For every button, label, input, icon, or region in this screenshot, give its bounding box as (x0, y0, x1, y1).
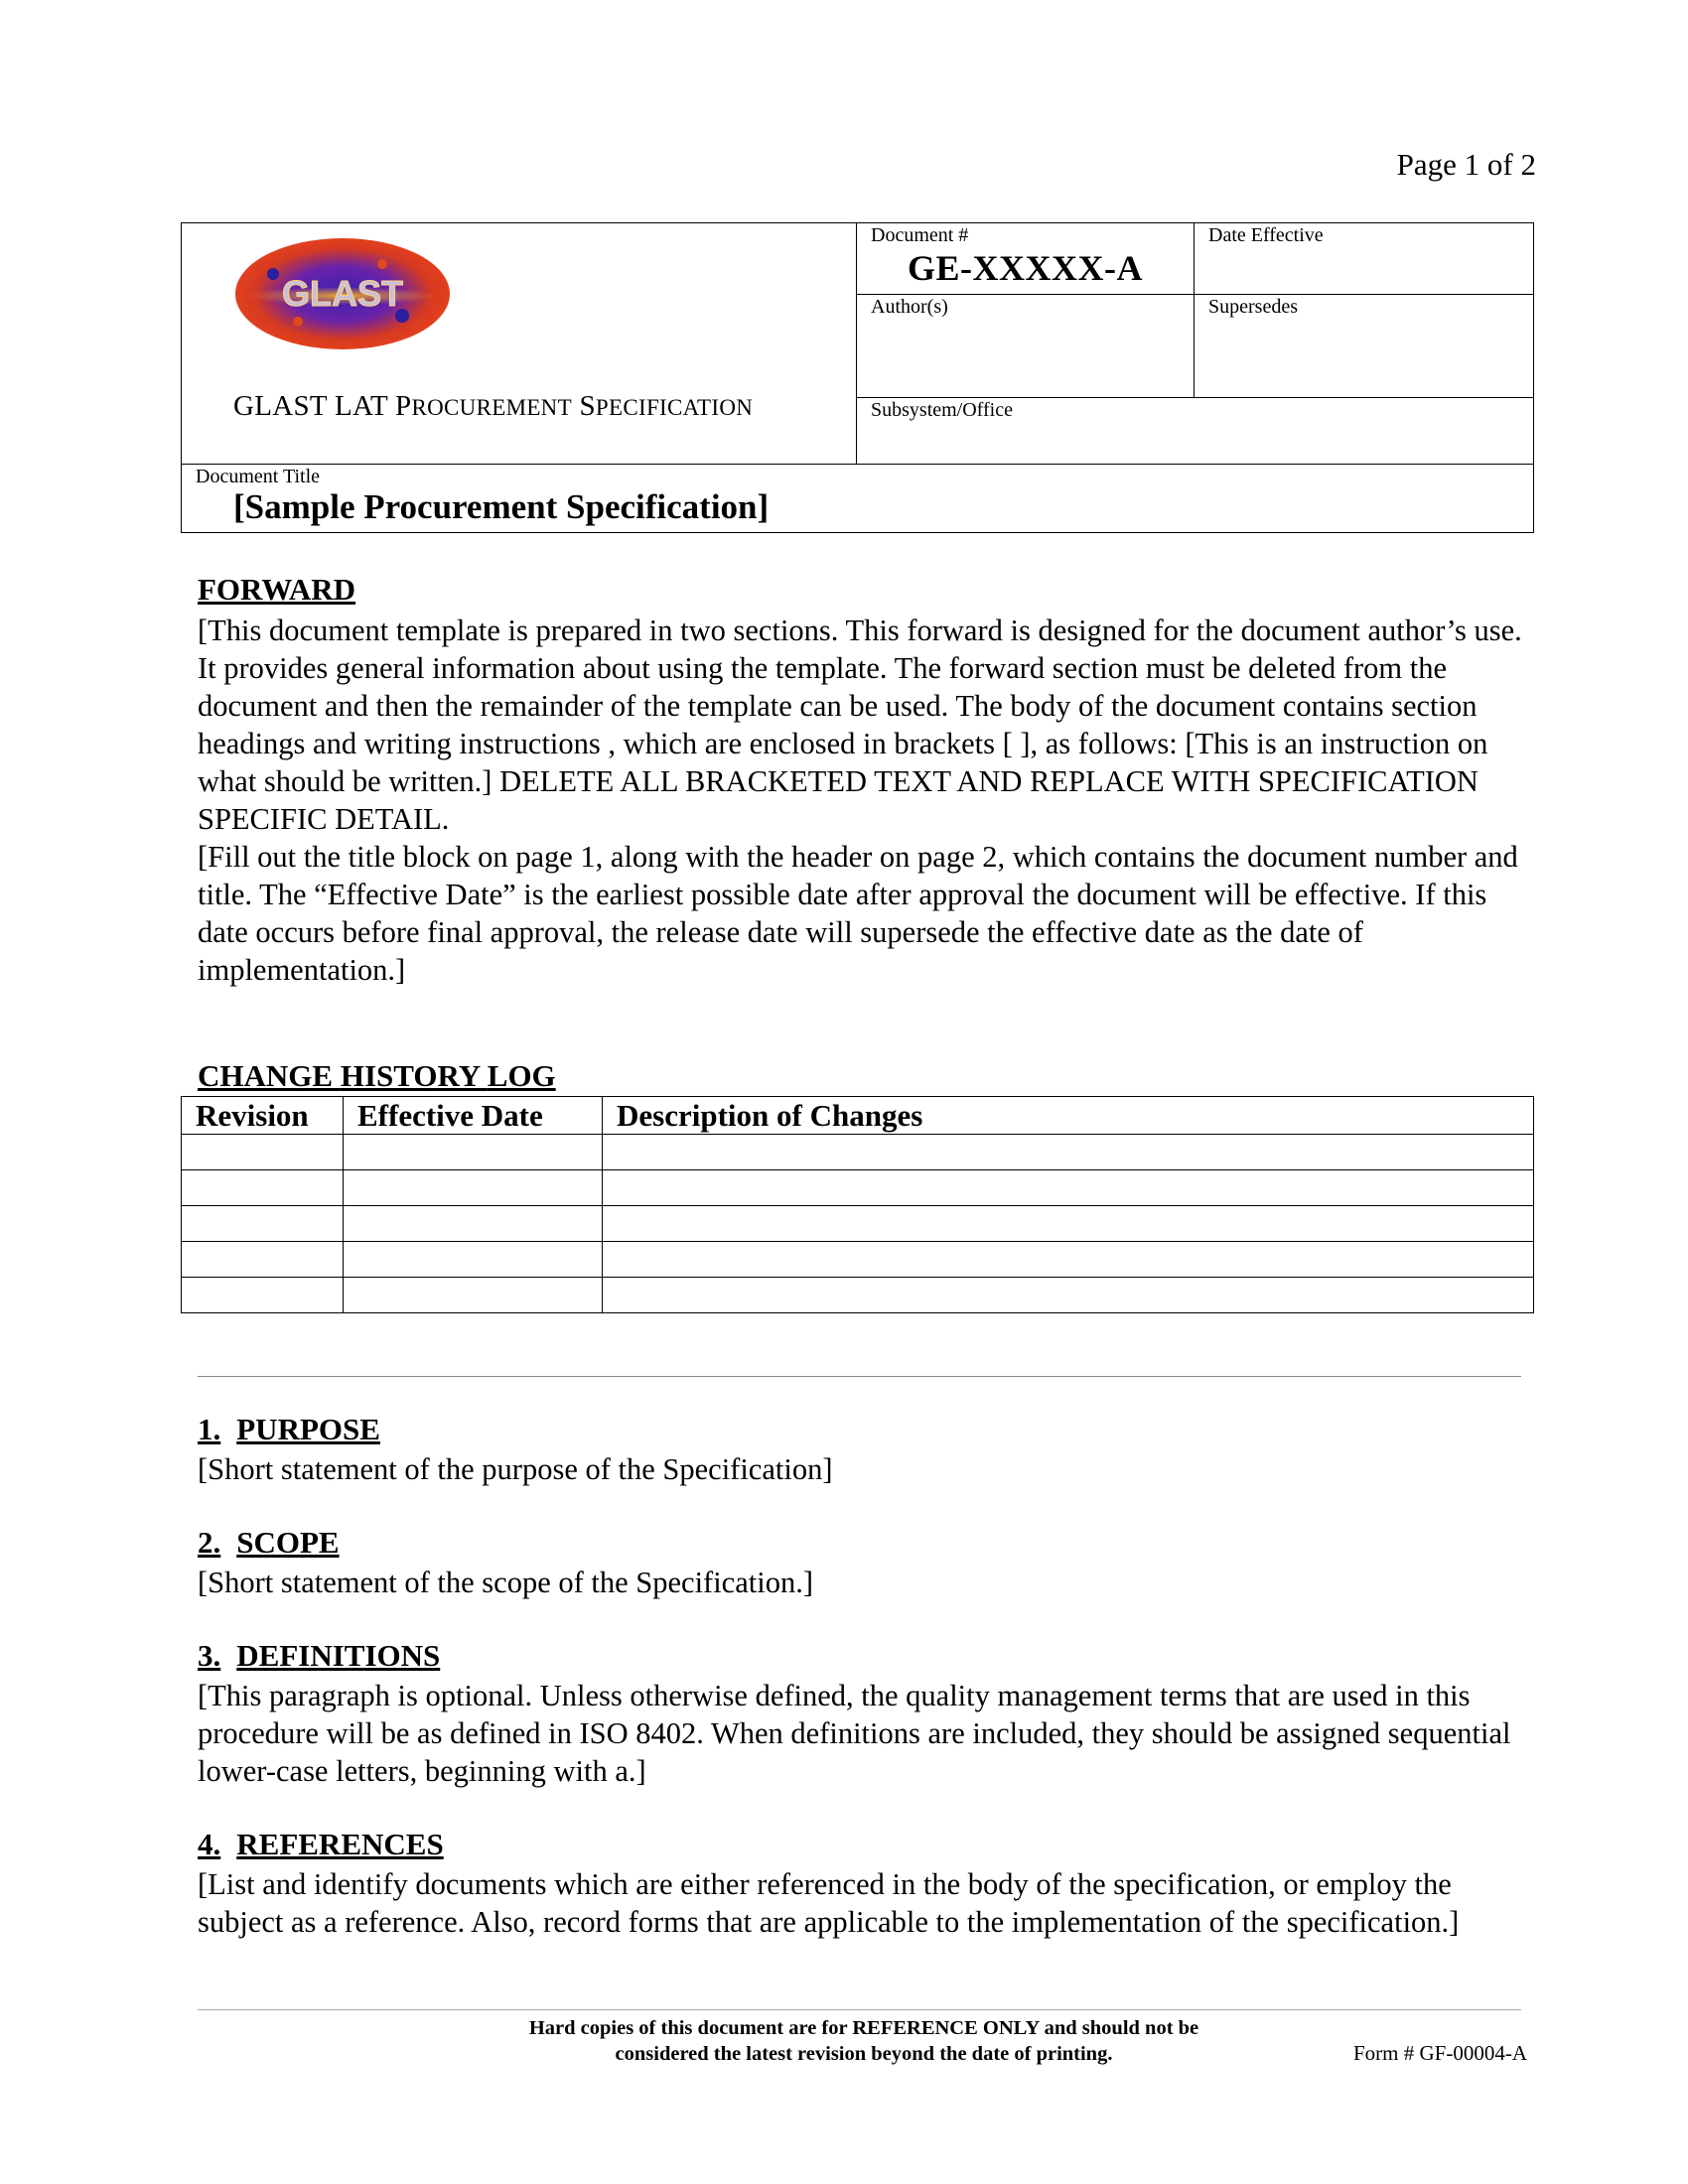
section-number: 1. (198, 1412, 221, 1446)
document-title-label: Document Title (196, 466, 321, 487)
footer-note-line: considered the latest revision beyond the date of printing. (615, 2043, 1113, 2065)
authors-label: Author(s) (871, 296, 948, 318)
section-heading-scope (198, 1525, 340, 1561)
change-history-table (181, 1096, 1534, 1313)
change-history-heading-word: HISTORY (340, 1058, 481, 1093)
section-title: DEFINITIONS (236, 1638, 441, 1673)
footer-divider (198, 2009, 1521, 2010)
logo-text: GLAST (282, 273, 403, 314)
section-heading-purpose (198, 1412, 380, 1447)
change-history-heading (198, 1058, 556, 1094)
section-title: SCOPE (236, 1525, 340, 1560)
section-number: 4. (198, 1827, 221, 1861)
program-title (233, 390, 753, 423)
footer-note (397, 2015, 1331, 2067)
forward-paragraph: [This document template is prepared in two sections. This forward is designed for the document author’s use. It provides general information about using the template. The forward section must be deleted from the document and then the remainder of the template can be used. The body of the document contains section headings and writing instructions , which are enclosed in brackets [ ], as follows: [This is an instruction on what should be written.] DELETE ALL BRACKETED TEXT AND REPLACE WITH SPECIFICATION SPECIFIC DETAIL. (198, 614, 1522, 836)
table-cell[interactable] (182, 1278, 344, 1313)
title-block (181, 222, 1534, 533)
column-header-revision: Revision (182, 1097, 344, 1135)
table-cell[interactable] (603, 1206, 1534, 1242)
page-number: Page 1 of 2 (1396, 147, 1536, 182)
table-cell[interactable] (182, 1135, 344, 1170)
section-title: PURPOSE (236, 1412, 380, 1446)
change-history-heading-word: CHANGE (198, 1058, 334, 1093)
subsystem-label: Subsystem/Office (871, 399, 1013, 421)
table-cell[interactable] (344, 1242, 603, 1278)
table-cell[interactable] (603, 1242, 1534, 1278)
table-header-row (182, 1097, 1534, 1135)
document-title-cell (182, 464, 1533, 532)
logo-dot (267, 268, 279, 280)
date-effective-label: Date Effective (1208, 224, 1324, 246)
table-cell[interactable] (344, 1206, 603, 1242)
column-header-effective-date: Effective Date (344, 1097, 603, 1135)
section-number: 3. (198, 1638, 221, 1673)
program-title-part: ROCUREMENT (411, 395, 572, 420)
section-title: REFERENCES (236, 1827, 444, 1861)
table-cell[interactable] (182, 1206, 344, 1242)
table-cell[interactable] (182, 1170, 344, 1206)
table-row (182, 1135, 1534, 1170)
column-header-description: Description of Changes (603, 1097, 1534, 1135)
table-cell[interactable] (603, 1278, 1534, 1313)
supersedes-cell (1195, 295, 1533, 398)
section-text-purpose: [Short statement of the purpose of the Specification] (198, 1452, 833, 1486)
authors-cell (857, 295, 1195, 398)
section-text-references: [List and identify documents which are either referenced in the body of the specification, or employ the subject as a reference. Also, record forms that are applicable to the implementation of the specification.] (198, 1867, 1460, 1939)
section-number: 2. (198, 1525, 221, 1560)
document-number: GE-XXXXX-A (908, 248, 1143, 288)
logo-dot (377, 259, 387, 269)
supersedes-label: Supersedes (1208, 296, 1298, 318)
glast-logo (233, 234, 452, 353)
date-effective-cell (1195, 223, 1533, 295)
document-number-cell (857, 223, 1195, 295)
forward-text (198, 612, 1538, 989)
table-row (182, 1206, 1534, 1242)
program-title-part: GLAST LAT P (233, 390, 412, 422)
subsystem-cell (857, 398, 1533, 464)
document-number-label: Document # (871, 224, 969, 246)
section-divider (198, 1376, 1521, 1377)
program-title-part: PECIFICATION (595, 395, 754, 420)
program-title-part: S (571, 390, 596, 422)
table-row (182, 1278, 1534, 1313)
table-cell[interactable] (344, 1135, 603, 1170)
section-heading-definitions (198, 1638, 440, 1674)
table-row (182, 1170, 1534, 1206)
change-history-heading-word: LOG (487, 1058, 556, 1093)
section-text-scope: [Short statement of the scope of the Specification.] (198, 1566, 813, 1599)
table-cell[interactable] (344, 1170, 603, 1206)
table-cell[interactable] (603, 1170, 1534, 1206)
form-number: Form # GF-00004-A (1352, 2041, 1527, 2065)
table-cell[interactable] (182, 1242, 344, 1278)
logo-area (182, 223, 857, 464)
table-cell[interactable] (344, 1278, 603, 1313)
forward-heading: FORWARD (198, 572, 356, 607)
document-title: [Sample Procurement Specification] (233, 487, 770, 526)
footer-note-line: Hard copies of this document are for REFERENCE ONLY and should not be (528, 2017, 1199, 2039)
logo-dot (293, 317, 303, 327)
section-heading-references (198, 1827, 444, 1862)
table-row (182, 1242, 1534, 1278)
section-text-definitions: [This paragraph is optional. Unless otherwise defined, the quality management terms that are used in this procedure will be as defined in ISO 8402. When definitions are included, they should be assigned sequential lower-case letters, beginning with a.] (198, 1679, 1511, 1788)
forward-paragraph: [Fill out the title block on page 1, along with the header on page 2, which contains the document number and title. The “Effective Date” is the earliest possible date after approval the document will be effective. If this date occurs before final approval, the release date will supersede the effective date as the date of implementation.] (198, 840, 1518, 987)
table-cell[interactable] (603, 1135, 1534, 1170)
